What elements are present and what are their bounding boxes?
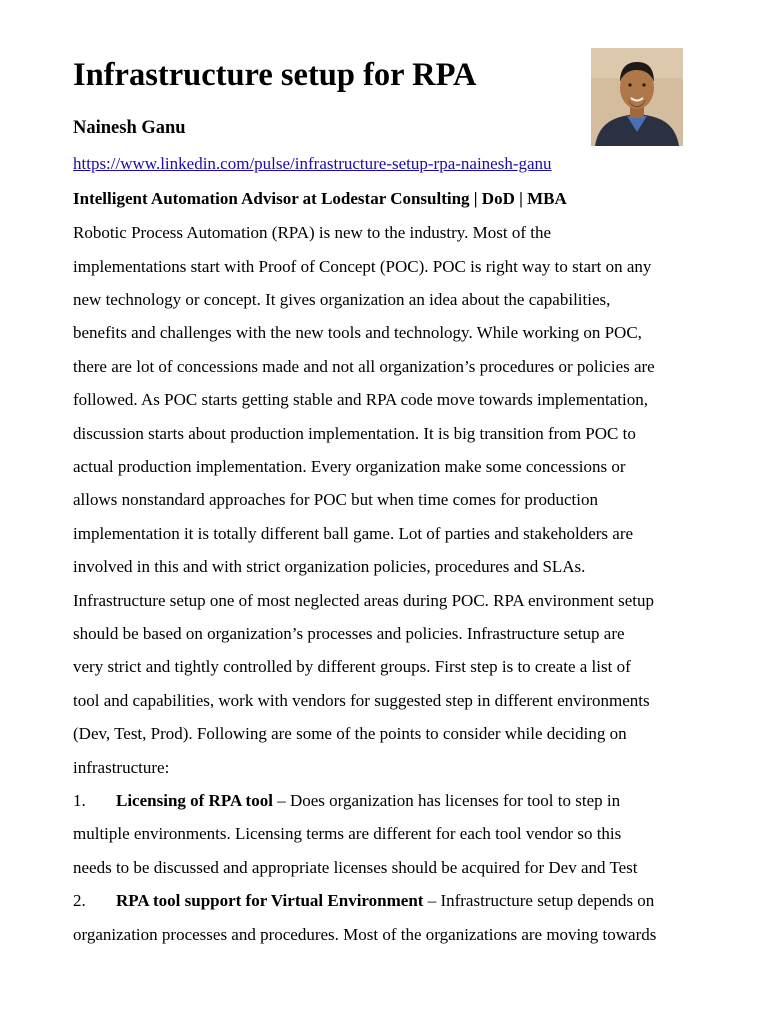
body-line: (Dev, Test, Prod). Following are some of the points to consider while deciding on xyxy=(73,724,627,743)
list-item-heading: RPA tool support for Virtual Environment xyxy=(116,891,424,910)
body-line: very strict and tightly controlled by different groups. First step is to create a list of xyxy=(73,657,631,676)
article-link[interactable]: https://www.linkedin.com/pulse/infrastructure-setup-rpa-nainesh-ganu xyxy=(73,154,552,173)
body-line: needs to be discussed and appropriate licenses should be acquired for Dev and Test xyxy=(73,858,638,877)
body-line: followed. As POC starts getting stable and RPA code move towards implementation, xyxy=(73,390,648,409)
list-item xyxy=(73,891,654,911)
author-tagline: Intelligent Automation Advisor at Lodestar Consulting | DoD | MBA xyxy=(73,189,567,208)
body-line: there are lot of concessions made and not all organization’s procedures or policies are xyxy=(73,357,655,376)
body-line: implementations start with Proof of Concept (POC). POC is right way to start on any xyxy=(73,257,652,276)
body-line: involved in this and with strict organization policies, procedures and SLAs. xyxy=(73,557,586,576)
list-item-text: – Does organization has licenses for tool to step in xyxy=(272,791,621,810)
author-portrait-icon xyxy=(591,48,683,146)
body-line: Robotic Process Automation (RPA) is new to the industry. Most of the xyxy=(73,223,552,242)
body-line: new technology or concept. It gives organization an idea about the capabilities, xyxy=(73,290,611,309)
body-line: organization processes and procedures. Most of the organizations are moving towards xyxy=(73,925,657,944)
body-line: discussion starts about production implementation. It is big transition from POC to xyxy=(73,424,636,443)
body-line: benefits and challenges with the new tools and technology. While working on POC, xyxy=(73,323,642,342)
list-item-text: – Infrastructure setup depends on xyxy=(423,891,655,910)
author-name: Nainesh Ganu xyxy=(73,118,186,138)
list-item-heading: Licensing of RPA tool xyxy=(116,791,273,810)
body-line: infrastructure: xyxy=(73,758,170,777)
page-title: Infrastructure setup for RPA xyxy=(73,57,477,93)
body-line: multiple environments. Licensing terms are different for each tool vendor so this xyxy=(73,824,622,843)
body-line: allows nonstandard approaches for POC but when time comes for production xyxy=(73,490,598,509)
body-line: Infrastructure setup one of most neglected areas during POC. RPA environment setup xyxy=(73,591,655,610)
body-line: tool and capabilities, work with vendors for suggested step in different environments xyxy=(73,691,650,710)
body-line: implementation it is totally different ball game. Lot of parties and stakeholders are xyxy=(73,524,634,543)
body-line: actual production implementation. Every organization make some concessions or xyxy=(73,457,626,476)
list-item xyxy=(73,791,620,811)
list-number: 1. xyxy=(73,791,86,810)
body-line: should be based on organization’s processes and policies. Infrastructure setup are xyxy=(73,624,625,643)
list-number: 2. xyxy=(73,891,86,910)
